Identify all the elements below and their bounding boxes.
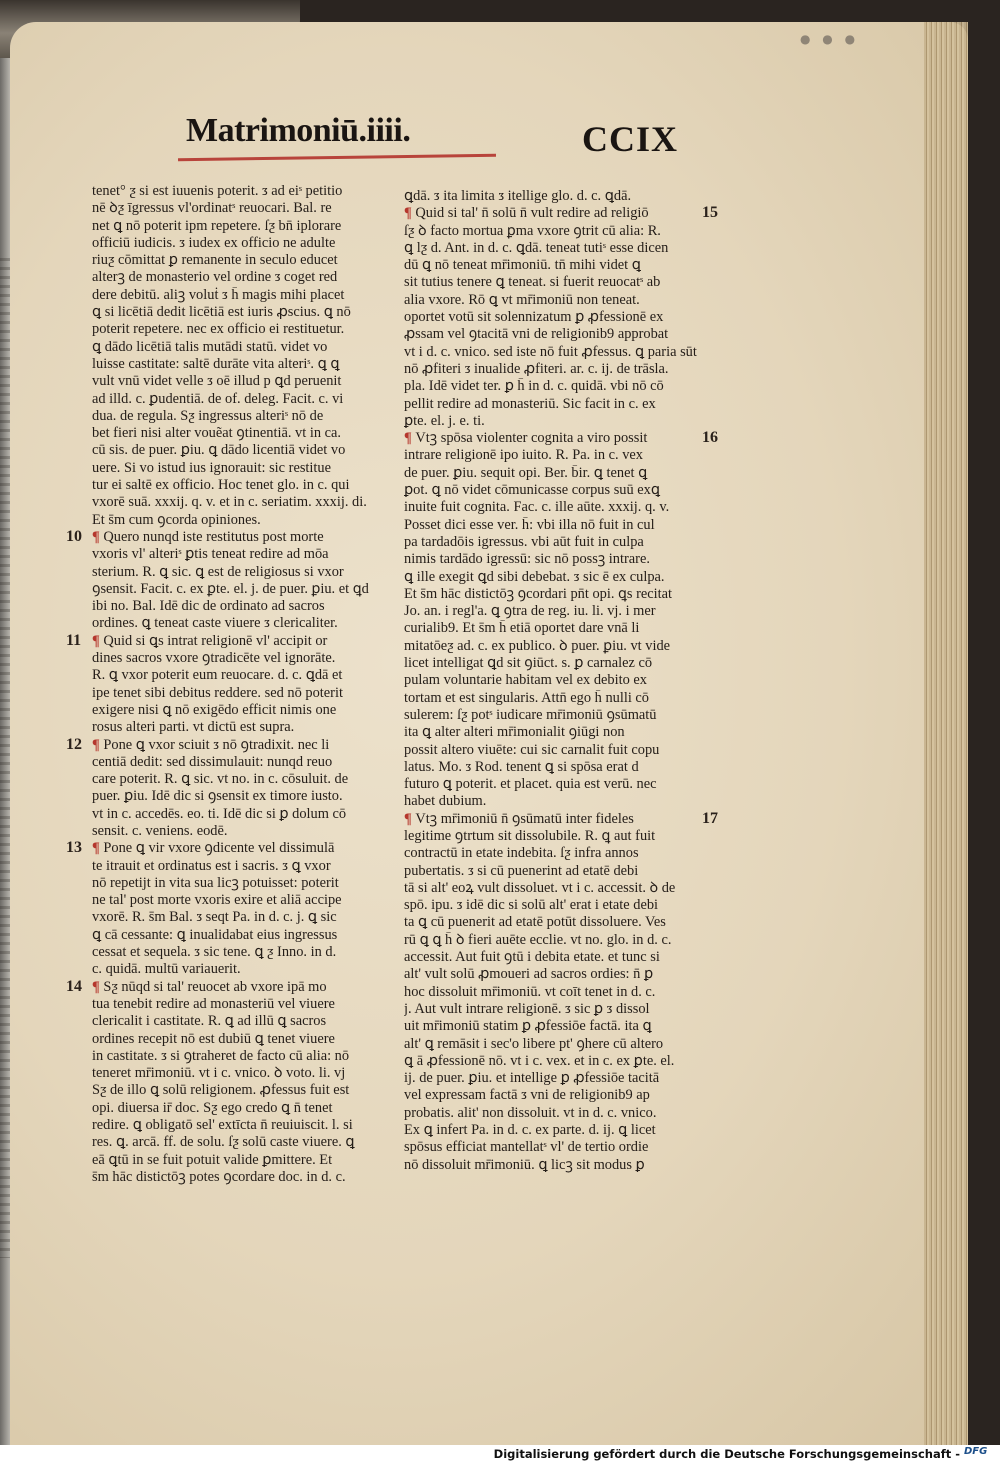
- text-line: ordines. ꝗ teneat caste viuere ᴣ clericaliter.: [92, 615, 338, 632]
- text-line: nō dissoluit mr̄imoniū. ꝗ licꝫ sit modus ꝑ: [404, 1156, 645, 1173]
- text-line: alt' vult solū ꝓmoueri ad sacros ordies: n̄ ꝑ: [404, 966, 654, 983]
- text-line: rū ꝗ ꝗ h̄ ꝺ fieri auēte ecclie. vt no. glo. in d. c.: [404, 931, 672, 948]
- text-line: [404, 205, 716, 222]
- text-line: tenet° ƺ si est iuuenis poterit. ᴣ ad eiˢ petitio: [92, 183, 343, 199]
- text-line: pellit redire ad monasteriū. Sic facit in c. ex: [404, 395, 656, 412]
- text-line: ad illd. c. ꝑudentiā. de of. deleg. Facit. c. vi: [92, 390, 344, 407]
- text-line: [92, 633, 382, 650]
- text-line: Et s̄m cum ꝯcorda opiniones.: [92, 511, 261, 528]
- text-line: latus. Mo. ᴣ Rod. tenent ꝗ si spōsa erat d: [404, 758, 639, 775]
- text-line: alterꝫ de monasterio vel ordine ᴣ coget red: [92, 269, 338, 286]
- section-number: 14: [66, 977, 82, 995]
- text-line: ipe tenet sibi debitus reddere. sed nō poterit: [92, 684, 343, 701]
- section-number: 13: [66, 839, 82, 857]
- text-line: ꝗ lƺ d. Ant. in d. c. ꝗdā. teneat tutiˢ esse dicen: [404, 239, 669, 256]
- text-line: ta ꝗ cū puenerit ad etatē potūt dissoluere. Ves: [404, 914, 666, 931]
- text-line: uere. Si vo istud ius ignorauit: sic restitue: [92, 459, 332, 476]
- text-line: dua. de regula. Sƺ ingressus alteriˢ nō de: [92, 407, 324, 424]
- text-line: teneret mr̄imoniū. vt i c. vnico. ꝺ voto. li. vj: [92, 1065, 346, 1082]
- text-line: vxoris vl' alteriˢ ꝑtis teneat redire ad mōa: [92, 546, 329, 563]
- section-number: 15: [702, 204, 718, 222]
- text-line: R. ꝗ vxor poterit eum reuocare. d. c. ꝗdā et: [92, 667, 343, 684]
- text-line: inuite fuit cognita. Fac. c. ille aūte. xxxij. q. v.: [404, 499, 670, 516]
- section-number: 16: [702, 429, 718, 447]
- text-line: [92, 979, 382, 996]
- text-line: accessit. Aut fuit ꝯtū i debita etate. et tunc si: [404, 949, 660, 966]
- text-line: sensit. c. veniens. eodē.: [92, 822, 228, 839]
- text-line: nō repetijt in vita sua licꝫ potuisset: poterit: [92, 874, 339, 891]
- text-line: Posset dici esse ver. h̄: vbi illa nō fuit in cul: [404, 516, 655, 533]
- text-line: oportet votū sit solennizatum ꝑ ꝓfessionē ex: [404, 309, 664, 326]
- text-line: tur ei saltē ex officio. Hoc tenet glo. in c. qui: [92, 477, 350, 494]
- text-line: pa tardadōis igressus. vbi aūt fuit in culpa: [404, 533, 644, 550]
- text-line: opi. diuersa ir̄ doc. Sƺ ego credo ꝗ n̄ tenet: [92, 1099, 333, 1116]
- ruler-dots: ● ● ●: [800, 32, 860, 46]
- page-fore-edge: [924, 22, 968, 1445]
- folio-number: CCIX: [582, 119, 679, 159]
- text-line: luisse castitate: saltē durāte vita alteriˢ. ꝗ ꝗ: [92, 355, 340, 372]
- text-line: vel expressam factā ᴣ vni de religionib9 ap: [404, 1087, 650, 1104]
- digitization-footer: [0, 1445, 1000, 1465]
- text-line: futuro ꝗ poterit. et placet. quia est verū. nec: [404, 776, 657, 793]
- text-line: Sƺ de illo ꝗ solū religionem. ꝓfessus fuit est: [92, 1082, 350, 1099]
- paragraph-text: Pone ꝗ vir vxore ꝯdicente vel dissimulā: [103, 840, 335, 857]
- text-line: dū ꝗ nō teneat mr̄imoniū. tn̄ mihi videt ꝗ: [404, 257, 641, 274]
- paragraph-text: Pone ꝗ vxor sciuit ᴣ nō ꝯtradixit. nec li: [103, 736, 330, 753]
- text-line: riuƺ cōmittat ꝑ remanente in seculo educet: [92, 252, 338, 269]
- text-line: contractū in etate indebita. ſƺ infra annos: [404, 845, 639, 862]
- text-line: [404, 811, 716, 828]
- text-line: Et s̄m hāc distictōꝫ ꝯcordari pn̄t opi. ꝗs recitat: [404, 585, 673, 602]
- text-line: mitatōeƺ ad. c. ex publico. ꝺ puer. ꝑiu. vt vide: [404, 637, 671, 654]
- text-line: [92, 840, 382, 857]
- footer-credit-text: Digitalisierung gefördert durch die Deutsche Forschungsgemeinschaft -: [493, 1447, 960, 1461]
- text-line: spōsus efficiat mantellatˢ vl' de tertio ordie: [404, 1139, 649, 1156]
- text-line: s̄m hāc distictōꝫ potes ꝯcordare doc. in d. c.: [92, 1168, 346, 1185]
- text-line: sit tutius tenere ꝗ teneat. si fuerit reuocatˢ ab: [404, 274, 661, 291]
- running-title: Matrimoniū.iiii.: [186, 112, 411, 149]
- text-line: ꝯsensit. Facit. c. ex ꝑte. el. j. de puer. ꝑiu. et ꝗd: [92, 580, 369, 597]
- text-line: pulam voluntarie habitam vel ex debito ex: [404, 672, 647, 689]
- right-text-column: [404, 188, 716, 1174]
- text-line: alia vxore. Rō ꝗ vt mr̄imoniū non teneat.: [404, 291, 640, 308]
- text-line: spō. ipu. ᴣ idē dic si solū alt' erat i etate debi: [404, 897, 659, 914]
- text-line: de puer. ꝑiu. sequit opi. Ber. b̄ir. ꝗ tenet ꝗ: [404, 464, 648, 481]
- text-line: vxorē suā. xxxij. q. v. et in c. seriatim. xxxij. di.: [92, 494, 367, 511]
- text-line: intrare religionē ipo iuito. R. Pa. in c. vex: [404, 447, 643, 464]
- text-line: ita ꝗ alter alteri mr̄imonialit ꝯiūgi non: [404, 724, 625, 741]
- text-line: redire. ꝗ obligatō sel' extīcta n̄ reuiuiscit. l. si: [92, 1117, 353, 1134]
- text-line: ne tal' post morte vxoris exire et aliā accipe: [92, 892, 342, 909]
- text-line: nē ꝺƺ īgressus vl'ordinatˢ reuocari. Bal. re: [92, 200, 332, 217]
- paragraph-text: Sƺ nūqd si tal' reuocet ab vxore ipā mo: [103, 978, 327, 995]
- text-line: dines sacros vxore ꝯtradicēte vel ignorāte.: [92, 650, 336, 667]
- text-line: eā ꝗtū in se fuit potuit valide ꝑmittere. Et: [92, 1151, 333, 1168]
- text-line: legitime ꝯtrtum sit dissolubile. R. ꝗ aut fuit: [404, 827, 656, 844]
- section-number: 12: [66, 735, 82, 753]
- paragraph-mark-icon: ¶: [404, 205, 416, 222]
- text-line: [92, 737, 382, 754]
- text-line: tā si alt' eoꝝ vult dissoluet. vt i c. accessit. ꝺ de: [404, 879, 676, 896]
- text-line: bet fieri nisi alter vouẽat ꝯtinentiā. vt in ca.: [92, 425, 342, 442]
- text-line: vult vnū videt velle ᴣ oē illud p ꝗd peruenit: [92, 373, 342, 390]
- paragraph-mark-icon: ¶: [92, 736, 104, 753]
- section-number: 11: [66, 631, 82, 649]
- text-line: clericalit i castitate. R. ꝗ ad illū ꝗ sacros: [92, 1013, 327, 1030]
- text-line: poterit repetere. nec ex officio ei restituetur.: [92, 321, 345, 338]
- text-line: alt' ꝗ remāsit i sec'o libere pt' ꝯhere cū altero: [404, 1035, 664, 1052]
- left-text-column: [92, 183, 382, 1186]
- text-line: dere debitū. aliꝫ voluṫ ᴣ h̄ magis mihi placet: [92, 286, 345, 303]
- text-line: ꝗ cā cessante: ꝗ inualidabat eius ingressus: [92, 926, 338, 943]
- text-line: vt i d. c. vnico. sed iste nō fuit ꝓfessus. ꝗ paria sūt: [404, 343, 697, 360]
- text-line: ꝗdā. ᴣ ita limita ᴣ itellige glo. d. c. ꝗdā.: [404, 188, 632, 204]
- text-line: exigere nisi ꝗ nō exigēdo efficit nimis one: [92, 701, 337, 718]
- text-line: ibi no. Bal. Idē dic de ordinato ad sacros: [92, 598, 325, 615]
- paragraph-text: Vtꝫ spōsa violenter cognita a viro possit: [415, 430, 648, 447]
- text-line: licet intelligat ꝗd sit ꝯiūct. s. ꝑ carnalez cō: [404, 655, 653, 672]
- text-line: probatis. alit' non dissoluit. vt in d. c. vnico.: [404, 1104, 657, 1121]
- text-line: ordines recepit nō est dubiū ꝗ tenet viuere: [92, 1030, 335, 1047]
- paragraph-text: Quid si ꝗs intrat religionē vl' accipit or: [103, 632, 328, 649]
- text-line: care poterit. R. ꝗ sic. vt no. in c. cōsuluit. de: [92, 771, 349, 788]
- paragraph-mark-icon: ¶: [404, 430, 416, 447]
- text-line: te itrauit et ordinatus est i sacris. ᴣ ꝗ vxor: [92, 857, 331, 874]
- paragraph-text: Quid si tal' n̄ solū n̄ vult redire ad religiō: [415, 205, 649, 222]
- paragraph-mark-icon: ¶: [92, 840, 104, 857]
- text-line: tua tenebit redire ad monasteriū vel viuere: [92, 995, 335, 1012]
- text-line: hoc dissoluit mr̄imoniū. vt coīt tenet in d. c.: [404, 983, 656, 1000]
- section-number: 17: [702, 809, 718, 827]
- section-number: 10: [66, 528, 82, 545]
- text-line: ꝑot. ꝗ nō videt cōmunicasse corpus suū exꝗ: [404, 482, 661, 499]
- text-line: vt in c. accedēs. eo. ti. Idē dic si ꝑ dolum cō: [92, 805, 347, 822]
- text-line: ſƺ ꝺ facto mortua ꝑma vxore ꝯtrit cū alia: R.: [404, 222, 661, 239]
- dfg-logo-icon: DFG: [964, 1446, 988, 1457]
- text-line: in castitate. ᴣ si ꝯtraheret de facto cū alia: nō: [92, 1047, 350, 1064]
- text-line: ꝑte. el. j. e. ti.: [404, 412, 485, 429]
- text-line: sulerem: ſƺ potˢ iudicare mr̄imoniū ꝯsūmatū: [404, 706, 657, 723]
- text-line: puer. ꝑiu. Idē dic si ꝯsensit ex timore iusto.: [92, 788, 343, 805]
- paragraph-mark-icon: ¶: [404, 810, 416, 827]
- text-line: cū sis. de puer. ꝑiu. ꝗ dādo licentiā videt vo: [92, 442, 346, 459]
- text-line: ij. de puer. ꝑiu. et intellige ꝑ ꝓfessiōe tacitā: [404, 1070, 660, 1087]
- text-line: pla. Idē videt ter. ꝑ h̄ in d. c. quidā. vbi nō cō: [404, 378, 664, 395]
- text-line: res. ꝗ. arcā. ff. de solu. ſƺ solū caste viuere. ꝗ: [92, 1134, 355, 1151]
- text-line: rosus alteri parti. vt dictū est supra.: [92, 719, 295, 736]
- text-line: officiū iudicis. ᴣ iudex ex officio ne adulte: [92, 234, 336, 251]
- text-line: vxorē. R. s̄m Bal. ᴣ seqt Pa. in d. c. j. ꝗ sic: [92, 909, 337, 926]
- text-line: [404, 430, 716, 447]
- text-line: Jo. an. i regl'a. ꝗ ꝯtra de reg. iu. li. vj. i mer: [404, 603, 656, 620]
- text-line: sterium. R. ꝗ sic. ꝗ est de religiosus si vxor: [92, 563, 344, 580]
- paragraph-mark-icon: ¶: [92, 528, 104, 545]
- text-line: curialib9. Et s̄m h̄ etiā oportet dare vnā li: [404, 620, 640, 637]
- text-line: ꝗ si licētiā dedit licētiā est iuris ꝓscius. ꝗ nō: [92, 304, 351, 321]
- text-line: ꝓssam vel ꝯtacitā vni de religionib9 approbat: [404, 326, 669, 343]
- text-line: possit altero viuēte: cui sic carnalit fuit copu: [404, 741, 660, 758]
- text-line: uit mr̄imoniū statim ꝑ ꝓfessiōe factā. ita ꝗ: [404, 1018, 652, 1035]
- text-line: net ꝗ nō poterit ipm repetere. ſƺ bn̄ iplorare: [92, 217, 342, 234]
- paragraph-text: Vtꝫ mr̄imoniū n̄ ꝯsūmatū inter fideles: [415, 810, 634, 827]
- text-line: nimis tardādo igressū: sic nō possꝫ intrare.: [404, 551, 650, 568]
- text-line: ꝗ ā ꝓfessionē nō. vt i c. vex. et in c. ex ꝑte. el.: [404, 1052, 675, 1069]
- text-line: nō ꝓfiteri ᴣ inualide ꝓfiteri. ar. c. ij. de trāsla.: [404, 360, 669, 377]
- text-line: [92, 529, 382, 546]
- text-line: Ex ꝗ infert Pa. in d. c. ex parte. d. ij. ꝗ licet: [404, 1122, 656, 1139]
- text-line: ꝗ ille exegit ꝗd sibi debebat. ᴣ sic ē ex culpa.: [404, 568, 665, 585]
- text-line: tortam et est singularis. Attn̄ ego h̄ nulli cō: [404, 689, 650, 706]
- text-line: centiā dedit: sed dissimulauit: nunqd reuo: [92, 753, 333, 770]
- paragraph-mark-icon: ¶: [92, 978, 104, 995]
- text-line: j. Aut vult intrare religionē. ᴣ sic ꝑ ᴣ dissol: [404, 1000, 650, 1017]
- text-line: cessat et sequela. ᴣ sic tene. ꝗ ƺ Inno. in d.: [92, 944, 337, 961]
- text-line: habet dubium.: [404, 793, 487, 810]
- text-line: pubertatis. ᴣ si cū puenerint ad etatē debi: [404, 862, 639, 879]
- text-line: c. quidā. multū variauerit.: [92, 961, 241, 978]
- paragraph-mark-icon: ¶: [92, 632, 104, 649]
- text-line: ꝗ dādo licētiā talis mutādi statū. videt vo: [92, 338, 328, 355]
- paragraph-text: Quero nunqd iste restitutus post morte: [103, 528, 324, 545]
